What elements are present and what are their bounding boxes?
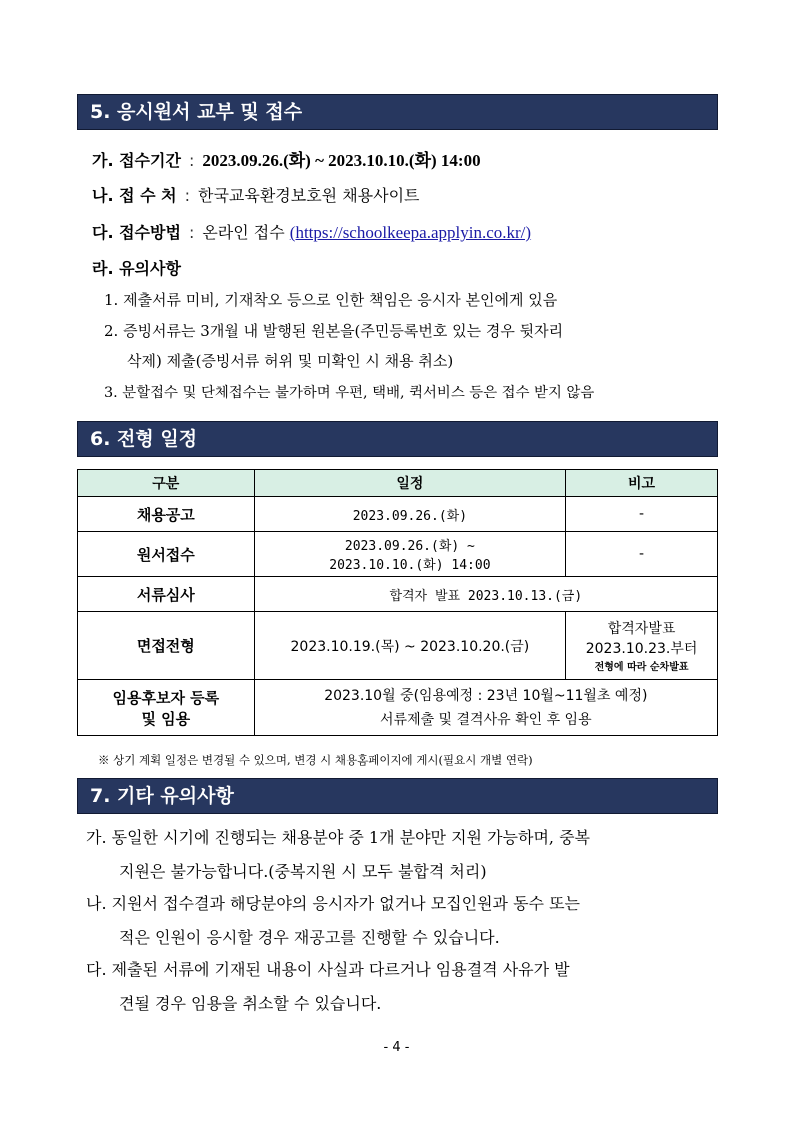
row-category: 임용후보자 등록 및 임용: [78, 680, 255, 736]
page-number: - 4 -: [383, 1040, 410, 1055]
notes-label-row: [92, 256, 181, 279]
row-schedule: 합격자 발표 2023.10.13.(금): [254, 577, 717, 612]
table-row: [78, 612, 718, 680]
section-7-heading: 7. 기타 유의사항: [77, 778, 718, 814]
table-row: [78, 577, 718, 612]
header-category: 구분: [78, 470, 255, 497]
row-category: 원서접수: [78, 532, 255, 577]
notes-label: 라. 유의사항: [92, 259, 181, 278]
note-item-2-cont: 삭제) 제출(증빙서류 허위 및 미확인 시 채용 취소): [127, 352, 454, 370]
table-row: [78, 680, 718, 736]
row-schedule: 2023.10.19.(목) ~ 2023.10.20.(금): [254, 612, 566, 680]
schedule-footnote: ※ 상기 계획 일정은 변경될 수 있으며, 변경 시 채용홈페이지에 게시(필요시 개별 연락): [98, 753, 533, 767]
section-6-heading: 6. 전형 일정: [77, 421, 718, 457]
row-schedule: 2023.10월 중(임용예정 : 23년 10월~11월초 예정) 서류제출 및 결격사유 확인 후 임용: [254, 680, 717, 736]
table-header-row: [78, 470, 718, 497]
place-row: 나. 접 수 처 : 한국교육환경보호원 채용사이트: [92, 186, 420, 205]
apply-site-link[interactable]: (https://schoolkeepa.applyin.co.kr/): [289, 223, 532, 242]
method-label: 다. 접수방법: [92, 223, 181, 242]
header-schedule: 일정: [254, 470, 566, 497]
method-value: 온라인 접수: [202, 223, 285, 242]
period-row: 가. 접수기간 : 2023.09.26.(화) ~ 2023.10.10.(화) 14:00: [92, 151, 481, 170]
row-schedule: 2023.09.26.(화): [254, 497, 566, 532]
section-5-heading: 5. 응시원서 교부 및 접수: [77, 94, 718, 130]
row-schedule: 2023.09.26.(화) ~ 2023.10.10.(화) 14:00: [254, 532, 566, 577]
note-item-2: 2. 증빙서류는 3개월 내 발행된 원본을(주민등록번호 있는 경우 뒷자리: [104, 322, 564, 340]
other-note-1: 가. 동일한 시기에 진행되는 채용분야 중 1개 분야만 지원 가능하며, 중복 지원은 불가능합니다.(중복지원 시 모두 불합격 처리): [86, 828, 590, 881]
table-row: [78, 497, 718, 532]
period-label: 가. 접수기간: [92, 151, 181, 170]
table-row: [78, 532, 718, 577]
other-note-2: 나. 지원서 접수결과 해당분야의 응시자가 없거나 모집인원과 동수 또는 적은 인원이 응시할 경우 재공고를 진행할 수 있습니다.: [86, 894, 580, 947]
other-note-3: 다. 제출된 서류에 기재된 내용이 사실과 다르거나 임용결격 사유가 발 견될 경우 임용을 취소할 수 있습니다.: [86, 960, 570, 1013]
row-remark: -: [566, 497, 718, 532]
place-value: 한국교육환경보호원 채용사이트: [198, 186, 420, 205]
period-value: 2023.09.26.(화) ~ 2023.10.10.(화) 14:00: [202, 151, 481, 170]
row-category: 서류심사: [78, 577, 255, 612]
note-item-1: 1. 제출서류 미비, 기재착오 등으로 인한 책임은 응시자 본인에게 있음: [104, 291, 558, 309]
schedule-table: [77, 469, 718, 736]
row-remark: 합격자발표 2023.10.23.부터 전형에 따라 순차발표: [566, 612, 718, 680]
header-remark: 비고: [566, 470, 718, 497]
method-row: 다. 접수방법 : 온라인 접수 (https://schoolkeepa.applyin.co.kr/): [92, 223, 532, 242]
note-item-3: 3. 분할접수 및 단체접수는 불가하며 우편, 택배, 퀵서비스 등은 접수 받지 않음: [104, 385, 595, 401]
row-category: 채용공고: [78, 497, 255, 532]
row-category: 면접전형: [78, 612, 255, 680]
place-label: 나. 접 수 처: [92, 186, 177, 205]
row-remark: -: [566, 532, 718, 577]
